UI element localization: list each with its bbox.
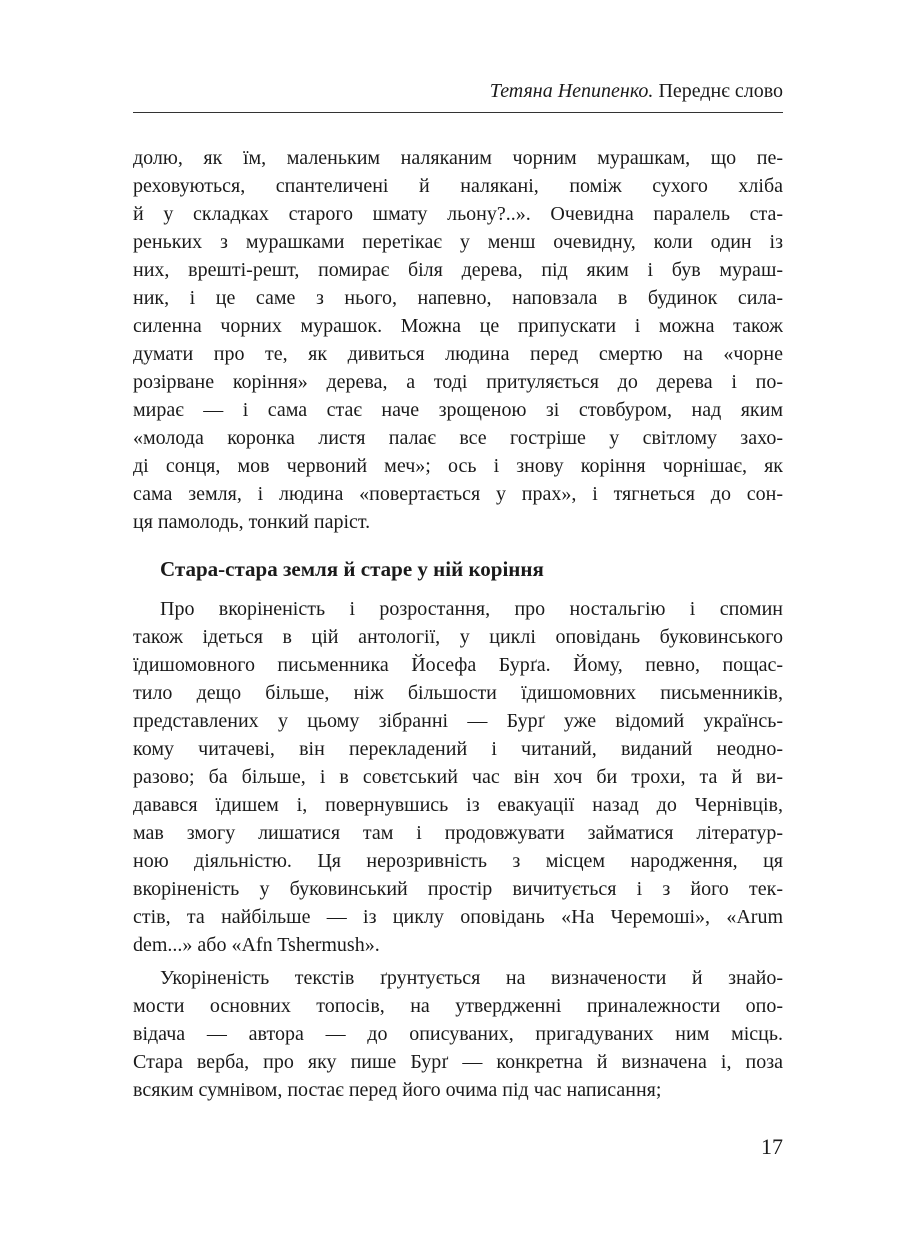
page-number: 17 — [761, 1134, 783, 1159]
text-line: ді сонця, мов червоний меч»; ось і знову коріння чорнішає, як — [133, 455, 783, 477]
header-title: Переднє слово — [653, 80, 783, 102]
text-line: тило дещо більше, ніж більшости їдишомовних письменників, — [133, 682, 783, 704]
text-line: й у складках старого шмату льону?..». Очевидна паралель ста- — [133, 203, 783, 225]
text-line: вкоріненість у буковинський простір вичитується і з його тек- — [133, 878, 783, 900]
text-line: відача — автора — до описуваних, пригадуваних ним місць. — [133, 1023, 783, 1045]
text-line: Укоріненість текстів ґрунтується на визначености й знайо- — [160, 967, 783, 989]
text-line: силенна чорних мурашок. Можна це припускати і можна також — [133, 315, 783, 337]
text-line: них, врешті-решт, помирає біля дерева, під яким і був мураш- — [133, 259, 783, 281]
text-line: ник, і це саме з нього, напевно, наповзала в будинок сила- — [133, 287, 783, 309]
paragraph-3 — [133, 964, 783, 1104]
paragraph-1 — [133, 144, 783, 536]
text-line: Стара верба, про яку пише Бурґ — конкретна й визначена і, поза — [133, 1051, 783, 1073]
text-line: представлених у цьому зібранні — Бурґ уже відомий українсь- — [133, 710, 783, 732]
text-line: реньких з мурашками перетікає у менш очевидну, коли один із — [133, 231, 783, 253]
paragraph-2 — [133, 595, 783, 959]
text-line: всяким сумнівом, постає перед його очима під час написання; — [133, 1079, 662, 1101]
text-line: разово; ба більше, і в совєтський час він хоч би трохи, та й ви- — [133, 766, 783, 788]
text-line: кому читачеві, він перекладений і читаний, виданий неодно- — [133, 738, 783, 760]
text-line: мирає — і сама стає наче зрощеною зі стовбуром, над яким — [133, 399, 783, 421]
text-line: стів, та найбільше — із циклу оповідань «На Черемоші», «Arum — [133, 906, 783, 928]
section-heading: Стара-стара земля й старе у ній коріння — [160, 557, 544, 581]
text-line: ною діяльністю. Ця нерозривність з місцем народження, ця — [133, 850, 783, 872]
text-line: сама земля, і людина «повертається у прах», і тягнеться до сон- — [133, 483, 783, 505]
text-line: Про вкоріненість і розростання, про ностальгію і спомин — [160, 598, 783, 620]
text-line: «молода коронка листя палає все гостріше у світлому захо- — [133, 427, 783, 449]
text-line: також ідеться в цій антології, у циклі оповідань буковинського — [133, 626, 783, 648]
text-line: dem...» або «Afn Tshermush». — [133, 934, 380, 956]
header-rule — [133, 112, 783, 113]
text-line: розірване коріння» дерева, а тоді притуляється до дерева і по- — [133, 371, 783, 393]
text-line: ця памолодь, тонкий паріст. — [133, 511, 371, 533]
text-line: їдишомовного письменника Йосефа Бурґа. Йому, певно, пощас- — [133, 654, 783, 676]
text-line: мав змогу лишатися там і продовжувати займатися літератур- — [133, 822, 783, 844]
text-line: долю, як їм, маленьким наляканим чорним мурашкам, що пе- — [133, 147, 783, 169]
header-author: Тетяна Непипенко. — [489, 80, 654, 102]
text-line: давався їдишем і, повернувшись із евакуації назад до Чернівців, — [133, 794, 783, 816]
running-header — [490, 80, 783, 103]
text-line: реховуються, спантеличені й налякані, поміж сухого хліба — [133, 175, 783, 197]
text-line: мости основних топосів, на утвердженні приналежности опо- — [133, 995, 783, 1017]
text-line: думати про те, як дивиться людина перед смертю на «чорне — [133, 343, 783, 365]
